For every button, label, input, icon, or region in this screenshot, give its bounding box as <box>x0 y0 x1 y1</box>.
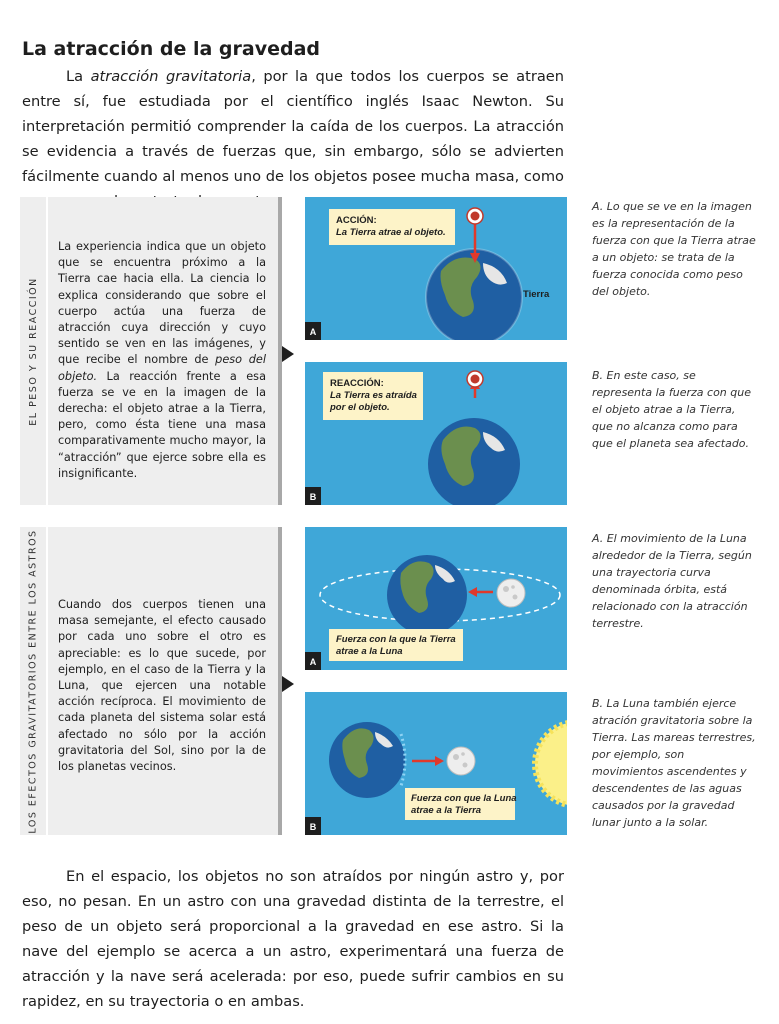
earth-icon <box>329 722 405 798</box>
earth-icon <box>426 249 522 340</box>
sidebar-box-astros <box>20 527 282 835</box>
sidebar-vertical-label: LOS EFECTOS GRAVITATORIOS ENTRE LOS ASTROS <box>27 528 39 834</box>
intro-emphasis: atracción gravitatoria <box>90 68 252 85</box>
panel-label: Fuerza con la que la Tierra <box>336 634 456 645</box>
illustration-panel-reaction <box>305 362 567 505</box>
intro-paragraph <box>22 64 564 214</box>
sidebar-text: La experiencia indica que un objeto que se encuentra próximo a la Tierra cae hacia ella. La ciencia lo explica considerando que sobre el cuerpo actúa una fuerza de atracción cuya dirección y cuyo sentido se ven en las imágenes, y que recibe el nombre de peso del objeto. La reacción frente a esa fuerza se ve en la imagen de la derecha: el objeto atrae a la Tierra, pero, como ésta tiene una masa comparativamente mucho mayor, la “atracción” que ejerce sobre ella es insignificante. <box>58 240 266 480</box>
panel-letter: B <box>309 822 317 832</box>
caption-1: A. Lo que se ve en la imagen es la representación de la fuerza con que la Tierra atrae a un objeto: se trata de la fuerza conocida como peso del objeto. <box>592 200 756 298</box>
panel-label: Fuerza con que la Luna <box>411 793 517 804</box>
panel-letter: A <box>309 657 317 667</box>
panel-body: La Tierra es atraída <box>330 390 417 401</box>
panel-letter: B <box>309 492 317 502</box>
outro-text: En el espacio, los objetos no son atraídos por ningún astro y, por eso, no pesan. En un astro con una gravedad distinta de la terrestre, el peso de un objeto será proporcional a la gravedad en ese astro. Si la nave del ejemplo se acerca a un astro, experimentará una fuerza de atracción y la nave será acelerada: por eso, puede sufrir cambios en su rapidez, en su trayectoria o en ambas. <box>22 868 564 1010</box>
pointer-arrow-icon <box>282 346 294 362</box>
illustration-panel-action <box>305 197 567 340</box>
earth-icon <box>387 555 467 635</box>
panel-body: por el objeto. <box>330 402 390 413</box>
illustration-panel-moon-orbit <box>305 527 567 670</box>
sidebar-text: Cuando dos cuerpos tienen una masa semejante, el efecto causado por cada uno sobre el otro es apreciable: es lo que sucede, por ejemplo, en el caso de la Tierra y la Luna, que ejercen una notable acción recíproca. El movimiento de cada planeta del sistema solar está afectado no sólo por la acción gravitatoria del Sol, sino por la de los planetas vecinos. <box>58 598 266 774</box>
object-ball-icon <box>467 371 483 387</box>
moon-icon <box>447 747 475 775</box>
outro-paragraph <box>22 864 564 1014</box>
pointer-arrow-icon <box>282 676 294 692</box>
page-title: La atracción de la gravedad <box>22 38 321 60</box>
earth-label: Tierra <box>523 289 550 300</box>
panel-heading: ACCIÓN: <box>336 215 377 226</box>
sidebar-vertical-label: EL PESO Y SU REACCIÓN <box>27 276 39 426</box>
panel-label: atrae a la Luna <box>336 646 403 657</box>
panel-letter: A <box>309 327 317 337</box>
intro-text-rest: , por la que todos los cuerpos se atraen entre sí, fue estudiada por el científico inglés Isaac Newton. Su interpretación permitió comprender la caída de los cuerpos. La atracción se evidencia a través de fuerzas que, sin embargo, sólo se advierten fácilmente cuando al menos uno de los objetos posee mucha masa, como <box>22 68 564 185</box>
moon-icon <box>497 579 525 607</box>
panel-body: La Tierra atrae al objeto. <box>336 227 446 238</box>
caption-4: B. La Luna también ejerce atración gravitatoria sobre la Tierra. Las mareas terrestres, por ejemplo, son movimientos ascendentes y descendentes de las aguas causados por la gravedad lunar junto a la solar. <box>592 697 756 829</box>
object-ball-icon <box>467 208 483 224</box>
caption-2: B. En este caso, se representa la fuerza con que el objeto atrae a la Tierra, que no alcanza como para que el planeta sea afectado. <box>592 369 751 450</box>
panel-label: atrae a la Tierra <box>411 805 482 816</box>
intro-text: La <box>66 68 91 85</box>
panel-heading: REACCIÓN: <box>330 378 384 389</box>
caption-3: A. El movimiento de la Luna alrededor de la Tierra, según una trayectoria curva denominada órbita, está relacionado con la atracción terrestre. <box>592 532 752 630</box>
sidebar-box-weight <box>20 197 282 505</box>
illustration-panel-tides <box>305 692 567 835</box>
